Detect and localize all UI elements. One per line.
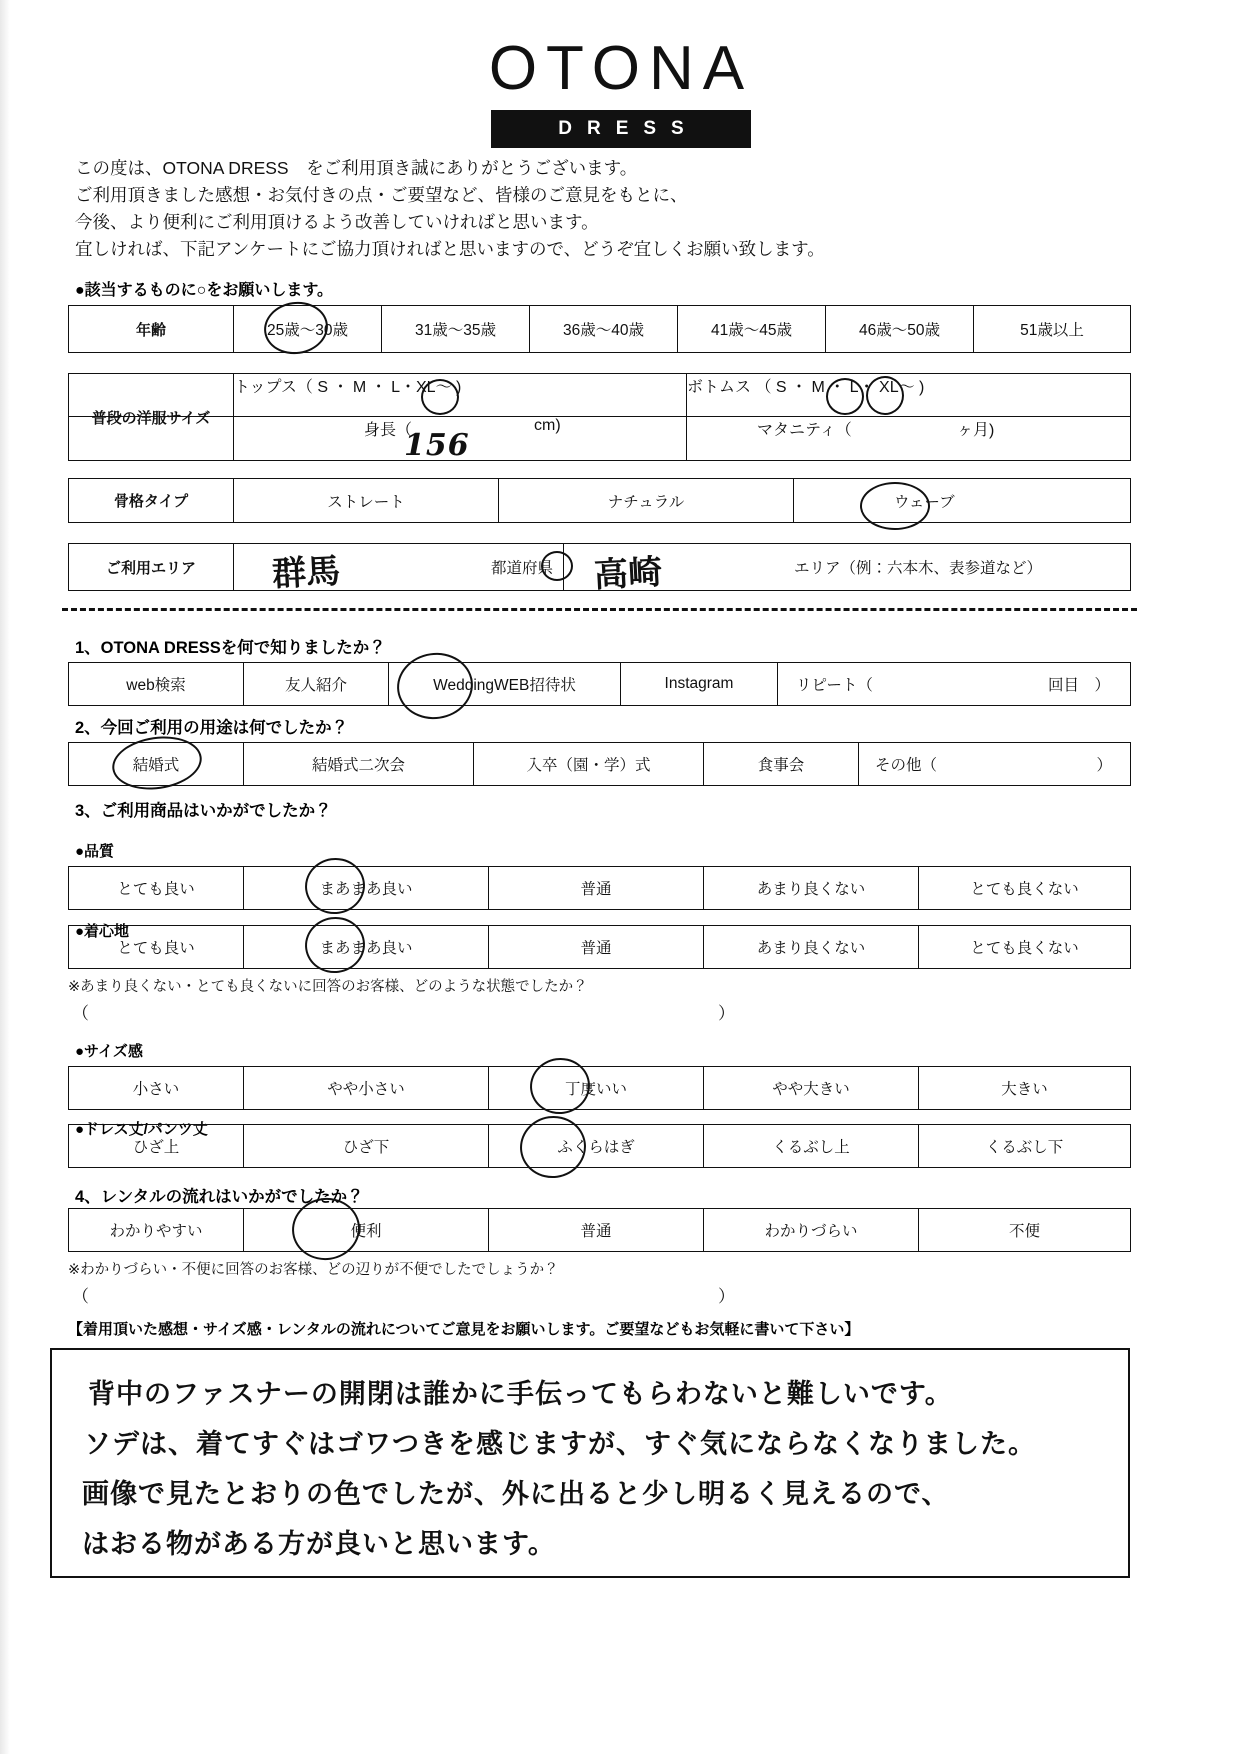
quality-option-not-good[interactable]: あまり良くない [704, 867, 919, 909]
q3-comfort-note: ※あまり良くない・とても良くないに回答のお客様、どのような状態でしたか？ [68, 979, 588, 995]
quality-option-fairly-good[interactable]: まあまあ良い [244, 867, 489, 909]
comfort-option-very-good[interactable]: とても良い [69, 926, 244, 968]
comfort-option-normal[interactable]: 普通 [489, 926, 704, 968]
intro-paragraph [75, 155, 1075, 263]
logo-bar [491, 110, 751, 148]
scan-edge [0, 0, 10, 1754]
q3-quality-table [68, 866, 1131, 910]
q2-table [68, 742, 1131, 786]
comfort-option-very-bad[interactable]: とても良くない [970, 940, 1079, 957]
q1-option-repeat[interactable]: リピート（ [796, 677, 873, 694]
free-comment-line-1: 背中のファスナーの開閉は誰かに手伝ってもらわないと難しいです。 [88, 1379, 953, 1410]
length-option-calf[interactable]: ふくらはぎ [489, 1125, 704, 1167]
maternity-label: マタニティ（ [757, 422, 852, 439]
free-comment-line-2: ソデは、着てすぐはゴワつきを感じますが、すぐ気にならなくなりました。 [84, 1429, 1036, 1460]
quality-option-very-bad[interactable]: とても良くない [970, 881, 1079, 898]
body-type-option-straight[interactable]: ストレート [234, 479, 499, 522]
free-comment-box[interactable] [50, 1348, 1130, 1578]
q1-table [68, 662, 1131, 706]
age-option-31-35[interactable]: 31歳～35歳 [382, 306, 530, 352]
height-label: 身長（ [364, 422, 413, 439]
q2-other-suffix: ） [1096, 757, 1112, 774]
q4-option-inconvenient[interactable]: 不便 [1008, 1223, 1040, 1240]
age-option-41-45[interactable]: 41歳～45歳 [678, 306, 826, 352]
q4-table [68, 1208, 1131, 1252]
fit-option-just-right[interactable]: 丁度いい [489, 1067, 704, 1109]
age-table [68, 305, 1131, 353]
length-option-above-knee[interactable]: ひざ上 [69, 1125, 244, 1167]
height-unit: cm) [534, 417, 561, 434]
free-comment-heading: 【着用頂いた感想・サイズ感・レンタルの流れについてご意見をお願いします。ご要望などもお気軽に書いて下さい】 [68, 1321, 860, 1338]
q4-option-convenient[interactable]: 便利 [244, 1209, 489, 1251]
body-type-table [68, 478, 1131, 523]
q4-option-normal[interactable]: 普通 [489, 1209, 704, 1251]
q2-option-after-party[interactable]: 結婚式二次会 [244, 743, 474, 785]
logo-subtext: DRESS [558, 118, 699, 139]
q4-answer-open: （ [72, 1287, 89, 1306]
maternity-unit: ヶ月) [957, 422, 995, 439]
logo-wordmark: OTONA [488, 34, 754, 103]
q1-option-weddingweb[interactable]: WeddingWEB招待状 [389, 663, 621, 705]
age-label: 年齢 [69, 306, 234, 352]
circle-instruction: ●該当するものに○をお願いします。 [75, 282, 334, 299]
q2-heading: 2、今回ご利用の用途は何でしたか？ [75, 719, 349, 737]
fit-option-slightly-small[interactable]: やや小さい [244, 1067, 489, 1109]
q3-comfort-label: ●着心地 [75, 923, 130, 940]
q3-fit-label: ●サイズ感 [75, 1043, 143, 1060]
bottoms-size-cell[interactable]: ボトムス （ S ・ M ・ L・ XL～ ) [687, 379, 925, 396]
area-hint: エリア（例：六本木、表参道など） [794, 560, 1043, 577]
length-option-above-ankle[interactable]: くるぶし上 [704, 1125, 919, 1167]
intro-line-2: ご利用頂きました感想・お気付きの点・ご要望など、皆様のご意見をもとに、 [75, 185, 688, 205]
fit-option-large[interactable]: 大きい [1001, 1081, 1048, 1098]
q4-answer-close[interactable]: ） [718, 1287, 735, 1306]
q4-option-easy-to-understand[interactable]: わかりやすい [69, 1209, 244, 1251]
fit-option-slightly-large[interactable]: やや大きい [704, 1067, 919, 1109]
age-option-51-plus[interactable]: 51歳以上 [1020, 322, 1084, 339]
fit-option-small[interactable]: 小さい [69, 1067, 244, 1109]
q4-option-hard-to-understand[interactable]: わかりづらい [704, 1209, 919, 1251]
comfort-option-fairly-good[interactable]: まあまあ良い [244, 926, 489, 968]
quality-option-normal[interactable]: 普通 [489, 867, 704, 909]
q3-comfort-answer-close[interactable]: ） [718, 1004, 735, 1023]
q2-option-wedding[interactable]: 結婚式 [69, 743, 244, 785]
q3-comfort-table [68, 925, 1131, 969]
prefecture-hint: 都道府県 [234, 544, 564, 590]
area-label: ご利用エリア [69, 544, 234, 590]
q4-heading: 4、レンタルの流れはいかがでしたか？ [75, 1188, 364, 1206]
free-comment-line-3: 画像で見たとおりの色でしたが、外に出ると少し明るく見えるので、 [82, 1479, 950, 1510]
prefecture-handwritten-value: 群馬 [271, 551, 342, 595]
q3-fit-table [68, 1066, 1131, 1110]
q2-option-school-ceremony[interactable]: 入卒（園・学）式 [474, 743, 704, 785]
q3-quality-label: ●品質 [75, 843, 115, 860]
body-type-option-wave[interactable]: ウェーブ [894, 493, 955, 511]
q1-repeat-suffix: 回目 ） [1047, 677, 1110, 694]
age-option-36-40[interactable]: 36歳～40歳 [530, 306, 678, 352]
q1-heading: 1、OTONA DRESSを何で知りましたか？ [75, 639, 386, 657]
clothing-size-label: 普段の洋服サイズ [69, 374, 234, 460]
age-option-25-30[interactable]: 25歳～30歳 [234, 306, 382, 352]
intro-line-1: この度は、OTONA DRESS をご利用頂き誠にありがとうございます。 [75, 158, 638, 178]
section-divider [62, 608, 1137, 611]
length-option-below-ankle[interactable]: くるぶし下 [985, 1139, 1064, 1156]
q1-option-friend[interactable]: 友人紹介 [244, 663, 389, 705]
intro-line-4: 宜しければ、下記アンケートにご協力頂ければと思いますので、どうぞ宜しくお願い致します。 [75, 239, 825, 259]
clothing-size-table [68, 373, 1131, 461]
tops-size-cell[interactable]: トップス（ S ・ M ・ L・XL～ ) [234, 374, 687, 416]
q2-option-dining[interactable]: 食事会 [704, 743, 859, 785]
q3-length-label: ●ドレス丈/パンツ丈 [75, 1121, 208, 1138]
q2-option-other[interactable]: その他（ [875, 757, 938, 774]
body-type-option-natural[interactable]: ナチュラル [499, 479, 794, 522]
q3-heading: 3、ご利用商品はいかがでしたか？ [75, 802, 332, 820]
free-comment-line-4: はおる物がある方が良いと思います。 [82, 1529, 556, 1560]
length-option-below-knee[interactable]: ひざ下 [244, 1125, 489, 1167]
q4-note: ※わかりづらい・不便に回答のお客様、どの辺りが不便でしたでしょうか？ [68, 1262, 559, 1278]
city-handwritten-value: 高崎 [593, 552, 664, 596]
brand-logo [0, 34, 1242, 148]
comfort-option-not-good[interactable]: あまり良くない [704, 926, 919, 968]
q1-option-web-search[interactable]: web検索 [69, 663, 244, 705]
q3-comfort-answer-open: （ [72, 1004, 89, 1023]
intro-line-3: 今後、より便利にご利用頂けるよう改善していければと思います。 [75, 212, 599, 232]
height-handwritten-value: 156 [404, 428, 470, 463]
quality-option-very-good[interactable]: とても良い [69, 867, 244, 909]
q1-option-instagram[interactable]: Instagram [621, 663, 778, 705]
q3-length-table [68, 1124, 1131, 1168]
body-type-label: 骨格タイプ [69, 479, 234, 522]
age-option-46-50[interactable]: 46歳～50歳 [826, 306, 974, 352]
